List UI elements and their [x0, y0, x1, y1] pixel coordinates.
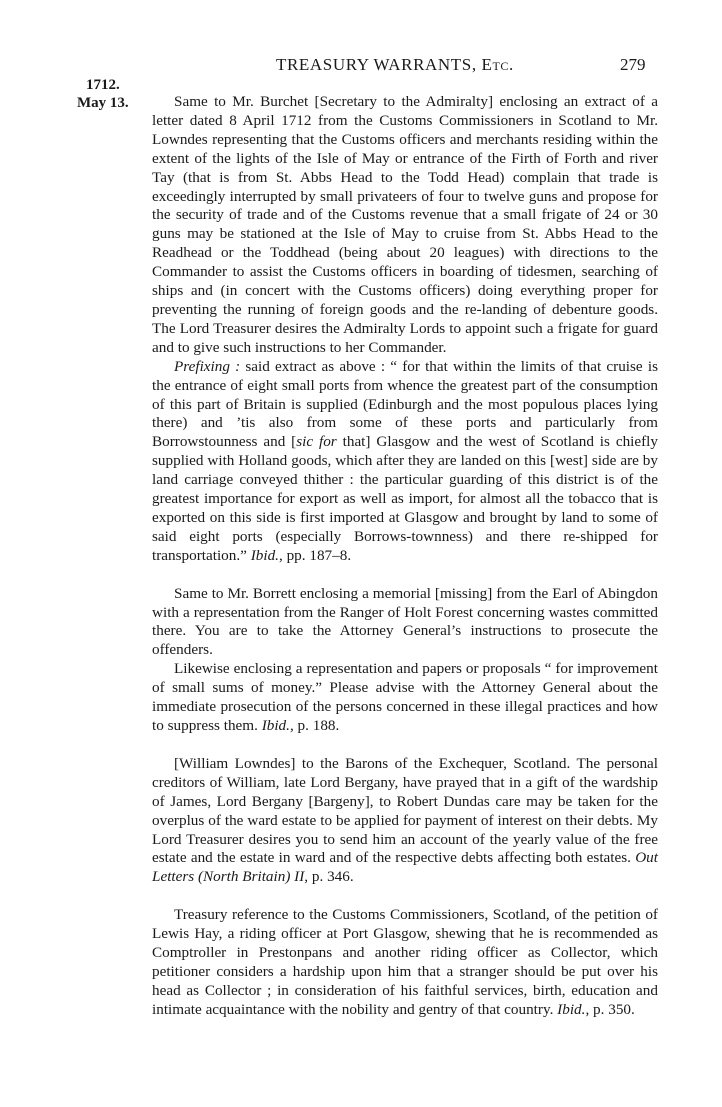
margin-year: 1712.: [86, 77, 120, 93]
document-entry: [152, 755, 658, 887]
entry-paragraph: [152, 358, 658, 566]
page-number: 279: [620, 55, 646, 74]
paragraph-text: , p. 346.: [304, 868, 354, 886]
paragraph-text: [William Lowndes] to the Barons of the Exchequer, Scotland. The personal creditors of William, late Lord Bergany, have prayed that in a gift of the wardship of James, Lord Bergany [Bargeny], to Robert Dundas care may be taken for the overplus of the ward estate to be applied for payment of interest on their debts. My Lord Treasurer desires you to send him an account of the yearly value of the free estate and the estate in ward and of the respective debts affecting both estates.: [152, 754, 658, 867]
italic-text: Prefixing :: [174, 357, 241, 375]
paragraph-text: that] Glasgow and the west of Scotland is chiefly supplied with Holland goods, which after they are landed on this [west] side are by land carriage conveyed thither : the particular guarding of this district is of the greatest importance for export as well as import, for almost all the tobacco that is exported on this side is first imported at Glasgow and brought by land to some of said eight ports (especially Borrows-townness) and there re-shipped for transportation.”: [152, 433, 658, 564]
paragraph-text: Treasury reference to the Customs Commissioners, Scotland, of the petition of Lewis Hay, a riding officer at Port Glasgow, shewing that he is recommended as Comptroller in Prestonpans and another riding officer as Collector, which petitioner considers a hardship upon him that a stranger should be put over his head as Collector ; in consideration of his faithful services, birth, education and intimate acquaintance with the nobility and gentry of that country.: [152, 906, 658, 1018]
entry-paragraph: [152, 585, 658, 661]
header-title-suffix: Etc.: [481, 55, 514, 74]
margin-date: May 13.: [77, 95, 129, 111]
document-entry: [152, 906, 658, 1019]
entry-paragraph: [152, 755, 658, 887]
italic-text: Ibid.: [250, 546, 279, 564]
italic-text: sic for: [296, 433, 337, 451]
italic-text: Ibid.: [557, 1000, 586, 1018]
entry-separator: [152, 736, 658, 755]
document-body: [152, 93, 658, 1020]
paragraph-text: Same to Mr. Burchet [Secretary to the Admiralty] enclosing an extract of a letter dated 8 April 1712 from the Customs Commissioners in Scotland to Mr. Lowndes representing that the Customs officers and merchants residing within the extent of the lights of the Isle of May or entrance of the Firth of Forth and river Tay (that is from St. Abbs Head to the Todd Head) complain that trade is exceedingly interrupted by small privateers of four to twelve guns and propose for the security of trade and of the Customs revenue that a small frigate of 24 or 30 guns may be stationed at the Isle of May to cruise from St. Abbs Head to the Readhead or the Toddhead (being about 20 leagues) with directions to the Commander to assist the Customs officers in boarding of tidesmen, searching of ships and (in concert with the Customs officers) doing everything proper for preventing the running of foreign goods and the re-landing of debenture goods. The Lord Treasurer desires the Admiralty Lords to appoint such a frigate for guard and to give such instructions to her Commander.: [152, 93, 658, 356]
entry-separator: [152, 566, 658, 585]
paragraph-text: said extract as above : “ for that within the limits of that cruise is the entrance of eight small ports from whence the greatest part of the consumption of this part of Britain is supplied (Edinburgh and the most populous places lying there) and ’tis also from some of these ports and particularly from Borrowstounness and [: [152, 357, 658, 451]
paragraph-text: , p. 188.: [289, 717, 340, 734]
paragraph-text: Same to Mr. Borrett enclosing a memorial [missing] from the Earl of Abingdon with a representation from the Ranger of Holt Forest concerning wastes committed there. You are to take the Attorney General’s instructions to prosecute the offenders.: [152, 584, 658, 659]
entry-separator: [152, 887, 658, 906]
paragraph-text: , pp. 187–8.: [278, 546, 352, 564]
entry-paragraph: [152, 660, 658, 736]
entry-paragraph: [152, 93, 658, 358]
paragraph-text: Likewise enclosing a representation and papers or proposals “ for improvement of small sums of money.” Please advise with the Attorney General about the immediate prosecution of the persons concerned in these illegal practices and how to suppress them.: [152, 660, 658, 734]
italic-text: Ibid.: [261, 717, 290, 734]
entry-paragraph: [152, 906, 658, 1019]
header-title-main: TREASURY WARRANTS,: [276, 55, 482, 74]
running-header: [276, 55, 514, 75]
paragraph-text: , p. 350.: [585, 1000, 635, 1018]
italic-text: Out Letters (North Britain) II: [152, 849, 658, 886]
document-entry: [152, 585, 658, 736]
document-entry: [152, 93, 658, 566]
